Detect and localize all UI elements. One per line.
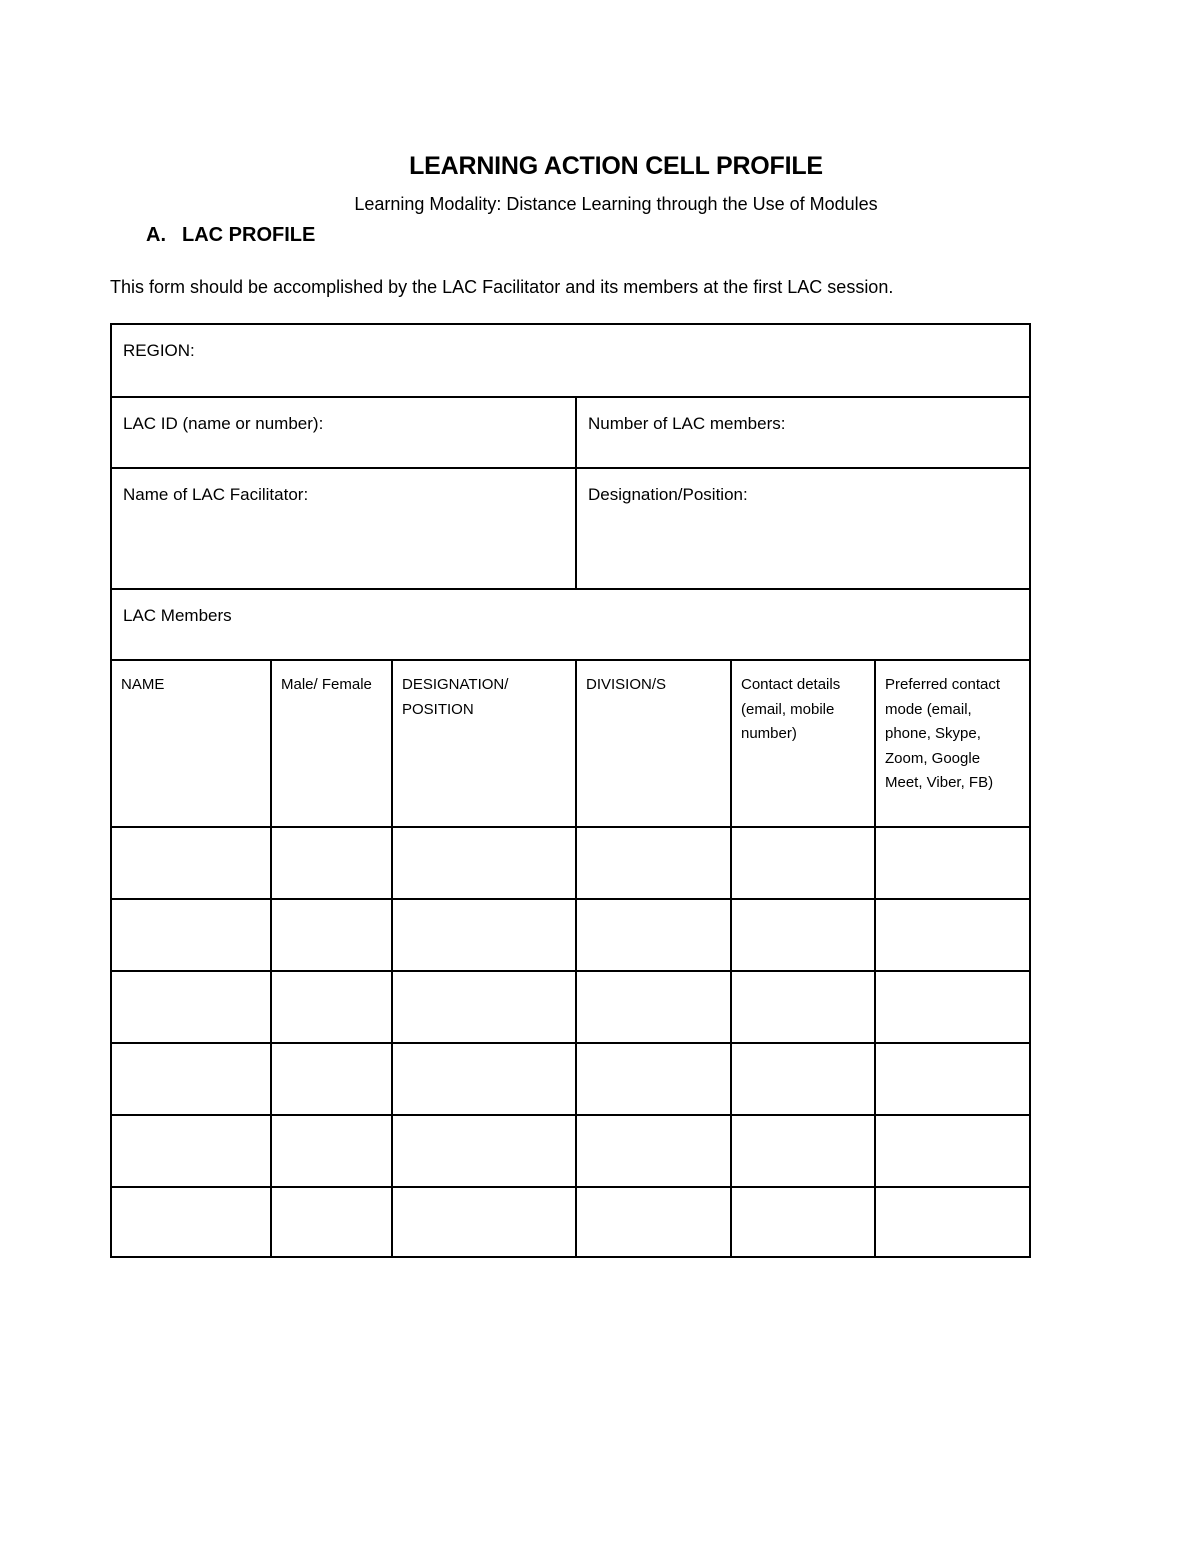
member-cell[interactable] <box>271 971 392 1043</box>
section-heading <box>146 224 315 247</box>
member-cell[interactable] <box>731 1043 875 1115</box>
page-subtitle: Learning Modality: Distance Learning through the Use of Modules <box>354 194 878 214</box>
column-header-sex <box>271 660 392 827</box>
member-cell[interactable] <box>271 1187 392 1257</box>
member-cell[interactable] <box>271 1115 392 1187</box>
member-cell[interactable] <box>875 971 1030 1043</box>
page-title: LEARNING ACTION CELL PROFILE <box>409 152 823 180</box>
lac-id-label: LAC ID (name or number): <box>123 414 324 433</box>
member-cell[interactable] <box>392 1187 576 1257</box>
member-cell[interactable] <box>576 827 731 899</box>
member-cell[interactable] <box>271 899 392 971</box>
form-instruction: This form should be accomplished by the LAC Facilitator and its members at the first LAC session. <box>110 277 894 297</box>
member-cell[interactable] <box>111 899 271 971</box>
member-row <box>111 899 1030 971</box>
member-cell[interactable] <box>392 899 576 971</box>
member-cell[interactable] <box>875 1043 1030 1115</box>
column-header-division <box>576 660 731 827</box>
member-cell[interactable] <box>576 899 731 971</box>
member-cell[interactable] <box>111 827 271 899</box>
header-label: DIVISION/S <box>586 676 667 693</box>
designation-field[interactable] <box>576 468 1030 589</box>
region-label: REGION: <box>123 341 195 360</box>
column-header-name <box>111 660 271 827</box>
member-cell[interactable] <box>271 827 392 899</box>
section-title: LAC PROFILE <box>182 224 316 246</box>
region-field[interactable] <box>111 324 1030 397</box>
designation-label: Designation/Position: <box>588 485 748 504</box>
member-row <box>111 1043 1030 1115</box>
facilitator-name-label: Name of LAC Facilitator: <box>123 485 309 504</box>
member-row <box>111 971 1030 1043</box>
member-row <box>111 827 1030 899</box>
member-cell[interactable] <box>875 1115 1030 1187</box>
member-cell[interactable] <box>111 971 271 1043</box>
member-cell[interactable] <box>875 1187 1030 1257</box>
member-cell[interactable] <box>392 1115 576 1187</box>
lac-id-field[interactable] <box>111 397 576 468</box>
member-cell[interactable] <box>731 827 875 899</box>
header-label: DESIGNATION/ POSITION <box>402 676 509 718</box>
member-cell[interactable] <box>576 1115 731 1187</box>
column-header-contact <box>731 660 875 827</box>
member-row <box>111 1187 1030 1257</box>
member-cell[interactable] <box>271 1043 392 1115</box>
member-cell[interactable] <box>111 1043 271 1115</box>
member-cell[interactable] <box>392 827 576 899</box>
header-label: Contact details (email, mobile number) <box>741 676 841 742</box>
member-cell[interactable] <box>576 971 731 1043</box>
member-cell[interactable] <box>392 1043 576 1115</box>
members-count-field[interactable] <box>576 397 1030 468</box>
member-cell[interactable] <box>731 1115 875 1187</box>
section-letter: A. <box>146 224 166 246</box>
lac-members-label: LAC Members <box>123 606 232 625</box>
member-cell[interactable] <box>576 1187 731 1257</box>
facilitator-name-field[interactable] <box>111 468 576 589</box>
member-cell[interactable] <box>875 899 1030 971</box>
column-header-designation <box>392 660 576 827</box>
member-cell[interactable] <box>111 1115 271 1187</box>
members-count-label: Number of LAC members: <box>588 414 786 433</box>
column-header-preferred-mode <box>875 660 1030 827</box>
member-cell[interactable] <box>731 971 875 1043</box>
lac-profile-form <box>110 323 1031 1258</box>
header-label: Male/ Female <box>281 676 372 693</box>
member-cell[interactable] <box>576 1043 731 1115</box>
member-cell[interactable] <box>731 899 875 971</box>
lac-members-section <box>111 589 1030 660</box>
member-row <box>111 1115 1030 1187</box>
member-cell[interactable] <box>392 971 576 1043</box>
member-cell[interactable] <box>731 1187 875 1257</box>
member-cell[interactable] <box>111 1187 271 1257</box>
header-label: Preferred contact mode (email, phone, Skype, Zoom, Google Meet, Viber, FB) <box>885 676 1001 791</box>
member-cell[interactable] <box>875 827 1030 899</box>
header-label: NAME <box>121 676 165 693</box>
